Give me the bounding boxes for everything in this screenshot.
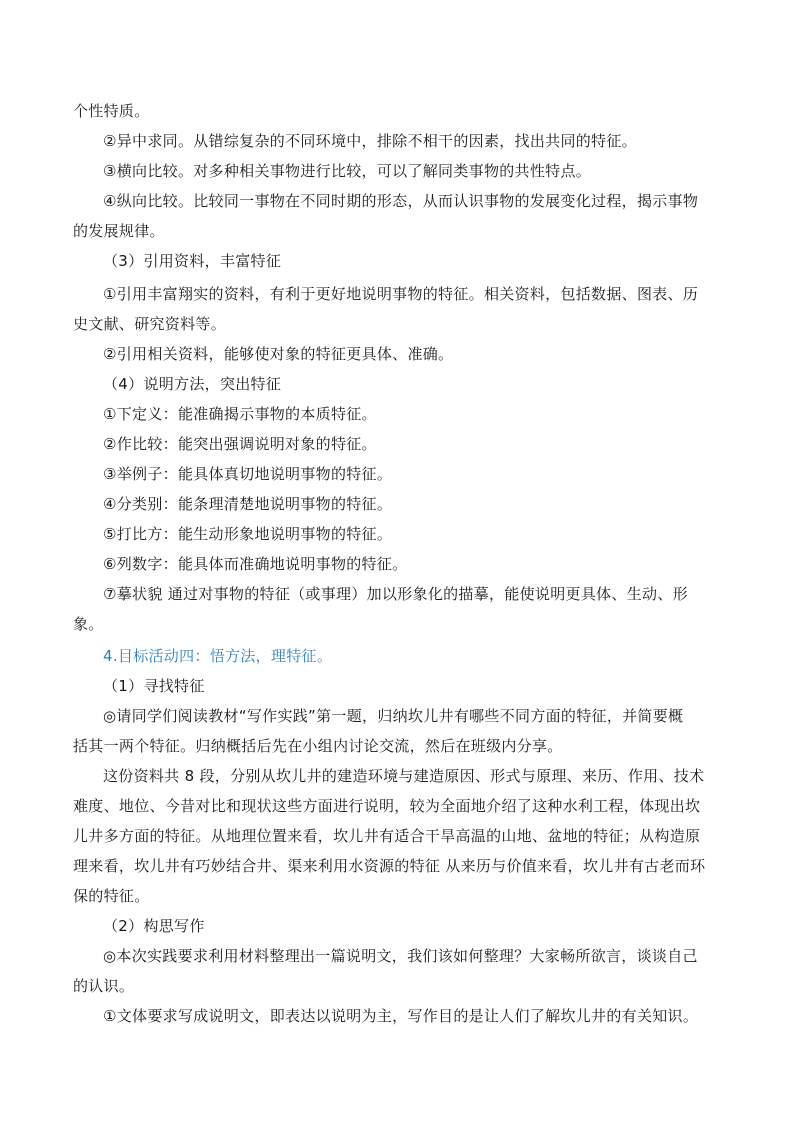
- section-heading: （4）说明方法，突出特征: [103, 375, 282, 393]
- text-line: 这份资料共 8 段，分别从坎儿井的建造环境与建造原因、形式与原理、来历、作用、技术: [103, 767, 705, 785]
- text-line: ◎请同学们阅读教材“写作实践”第一题，归纳坎儿井有哪些不同方面的特征，并简要概: [103, 707, 684, 725]
- text-line: ④纵向比较。比较同一事物在不同时期的形态，从而认识事物的发展变化过程，揭示事物: [103, 192, 699, 210]
- text-line: 象。: [73, 615, 104, 633]
- text-line: ④分类别：能条理清楚地说明事物的特征。: [103, 495, 393, 513]
- text-line: 的发展规律。: [73, 222, 165, 240]
- text-line: 保的特征。: [73, 887, 150, 905]
- text-line: ③举例子：能具体真切地说明事物的特征。: [103, 465, 393, 483]
- activity-heading: 4.目标活动四：悟方法，理特征。: [103, 647, 333, 665]
- text-line: ⑥列数字：能具体而准确地说明事物的特征。: [103, 555, 408, 573]
- text-line: ◎本次实践要求利用材料整理出一篇说明文，我们该如何整理？大家畅所欲言，谈谈自己: [103, 947, 698, 965]
- text-line: 括其一两个特征。归纳概括后先在小组内讨论交流，然后在班级内分享。: [73, 737, 563, 755]
- text-line: 个性特质。: [73, 102, 150, 120]
- text-line: ③横向比较。对多种相关事物进行比较，可以了解同类事物的共性特点。: [103, 162, 592, 180]
- section-heading: （3）引用资料，丰富特征: [103, 252, 282, 270]
- section-heading: （1）寻找特征: [103, 677, 205, 695]
- text-line: ①文体要求写成说明文，即表达以说明为主，写作目的是让人们了解坎儿井的有关知识。: [103, 1007, 699, 1025]
- text-line: ②异中求同。从错综复杂的不同环境中，排除不相干的因素，找出共同的特征。: [103, 132, 637, 150]
- text-line: 难度、地位、今昔对比和现状这些方面进行说明，较为全面地介绍了这种水利工程，体现出坎: [73, 797, 701, 815]
- text-line: ①引用丰富翔实的资料，有利于更好地说明事物的特征。相关资料，包括数据、图表、历: [103, 285, 699, 303]
- text-line: ②引用相关资料，能够使对象的特征更具体、准确。: [103, 345, 454, 363]
- text-line: 儿井多方面的特征。从地理位置来看，坎儿井有适合干旱高温的山地、盆地的特征；从构造原: [73, 827, 701, 845]
- text-line: ②作比较：能突出强调说明对象的特征。: [103, 435, 377, 453]
- text-line: ⑦摹状貌 通过对事物的特征（或事理）加以形象化的描摹，能使说明更具体、生动、形: [103, 585, 688, 603]
- text-line: ⑤打比方：能生动形象地说明事物的特征。: [103, 525, 393, 543]
- text-line: 理来看，坎儿井有巧妙结合井、渠来利用水资源的特征 从来历与价值来看，坎儿井有古老而环: [73, 857, 706, 875]
- text-line: 史文献、研究资料等。: [73, 315, 227, 333]
- text-line: ①下定义：能准确揭示事物的本质特征。: [103, 405, 377, 423]
- text-line: 的认识。: [73, 977, 135, 995]
- section-heading: （2）构思写作: [103, 917, 205, 935]
